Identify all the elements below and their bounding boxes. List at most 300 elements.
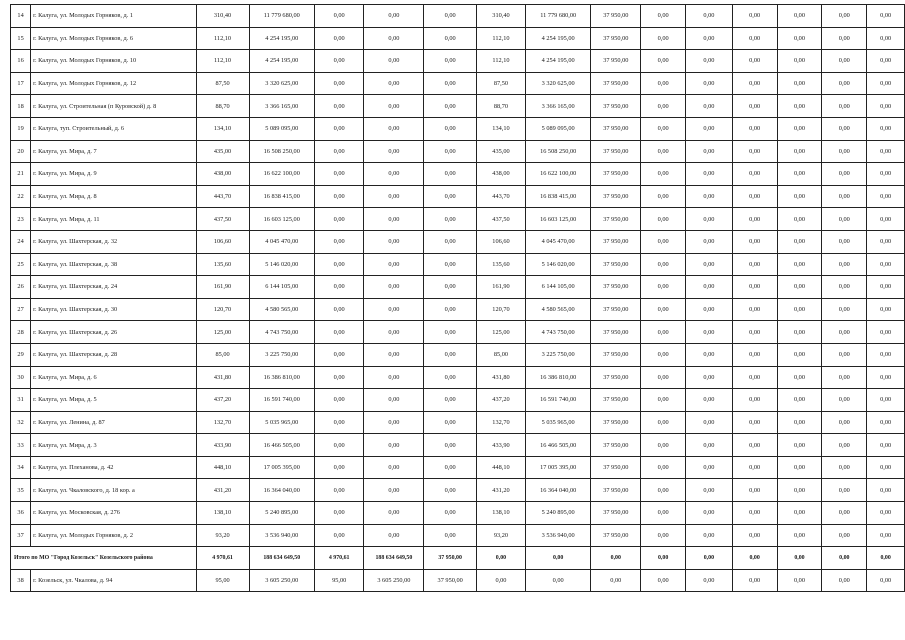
rate-cell: 37 950,00 [591, 163, 641, 186]
cost-cell: 6 144 105,00 [526, 276, 591, 299]
row-number-cell: 30 [11, 366, 31, 389]
area-cell: 433,90 [196, 434, 249, 457]
value-cell: 0,00 [822, 276, 867, 299]
table-row [11, 502, 905, 525]
value-cell: 95,00 [314, 569, 363, 592]
value-cell: 0,00 [867, 163, 905, 186]
address-cell: г. Калуга, ул. Московская, д. 276 [31, 502, 196, 525]
value-cell: 0,00 [641, 50, 686, 73]
table-row [11, 72, 905, 95]
value-cell: 0,00 [867, 117, 905, 140]
value-cell: 0,00 [732, 5, 777, 28]
value-cell: 0,00 [364, 185, 424, 208]
value-cell: 0,00 [424, 321, 477, 344]
value-cell: 0,00 [732, 456, 777, 479]
area-cell: 93,20 [196, 524, 249, 547]
value-cell: 0,00 [641, 502, 686, 525]
table-row [11, 298, 905, 321]
address-cell: г. Калуга, ул. Молодых Горняков, д. 10 [31, 50, 196, 73]
value-cell: 0,00 [424, 208, 477, 231]
table-row [11, 208, 905, 231]
value-cell: 0,00 [867, 185, 905, 208]
row-number-cell: 33 [11, 434, 31, 457]
value-cell: 0,00 [686, 50, 733, 73]
value-cell: 0,00 [364, 5, 424, 28]
value-cell: 0,00 [867, 50, 905, 73]
value-cell: 0,00 [314, 411, 363, 434]
value-cell: 0,00 [424, 95, 477, 118]
area-cell: 134,10 [196, 117, 249, 140]
table-row [11, 434, 905, 457]
total-value-cell: 0,00 [641, 547, 686, 570]
value-cell: 0,00 [314, 502, 363, 525]
address-cell: г. Калуга, ул. Мира, д. 5 [31, 389, 196, 412]
value-cell: 0,00 [686, 321, 733, 344]
cost-cell: 6 144 105,00 [249, 276, 314, 299]
value-cell: 0,00 [732, 230, 777, 253]
rate-cell: 37 950,00 [591, 479, 641, 502]
value-cell: 0,00 [822, 343, 867, 366]
total-label: Итого по МО "Город Козельск" Козельского района [11, 547, 197, 570]
value-cell: 0,00 [364, 321, 424, 344]
rate-cell: 37 950,00 [591, 208, 641, 231]
value-cell: 0,00 [424, 479, 477, 502]
value-cell: 0,00 [641, 276, 686, 299]
value-cell: 0,00 [364, 50, 424, 73]
value-cell: 0,00 [867, 434, 905, 457]
value-cell: 0,00 [777, 366, 822, 389]
table-row [11, 411, 905, 434]
value-cell: 0,00 [777, 27, 822, 50]
value-cell: 0,00 [822, 298, 867, 321]
area-cell: 437,50 [196, 208, 249, 231]
rate-cell: 37 950,00 [591, 27, 641, 50]
address-cell: г. Калуга, ул. Плеханова, д. 42 [31, 456, 196, 479]
address-cell: г. Калуга, ул. Шахтерская, д. 26 [31, 321, 196, 344]
table-row [11, 366, 905, 389]
value-cell: 0,00 [777, 208, 822, 231]
cost-cell: 3 225 750,00 [249, 343, 314, 366]
value-cell: 0,00 [867, 456, 905, 479]
value-cell: 0,00 [777, 389, 822, 412]
value-cell: 0,00 [424, 524, 477, 547]
value-cell: 0,00 [822, 5, 867, 28]
value-cell: 0,00 [777, 95, 822, 118]
value-cell: 0,00 [314, 50, 363, 73]
cost-cell: 16 603 125,00 [249, 208, 314, 231]
value-cell: 0,00 [822, 72, 867, 95]
row-number-cell: 32 [11, 411, 31, 434]
value-cell: 0,00 [777, 479, 822, 502]
area-cell: 87,50 [476, 72, 525, 95]
row-number-cell: 27 [11, 298, 31, 321]
cost-cell: 16 508 250,00 [249, 140, 314, 163]
value-cell: 0,00 [641, 140, 686, 163]
value-cell: 0,00 [822, 321, 867, 344]
cost-cell: 4 254 195,00 [526, 50, 591, 73]
value-cell: 0,00 [777, 140, 822, 163]
row-number-cell: 29 [11, 343, 31, 366]
table-row [11, 117, 905, 140]
value-cell: 0,00 [867, 321, 905, 344]
row-number-cell: 36 [11, 502, 31, 525]
cost-cell: 4 254 195,00 [526, 27, 591, 50]
cost-cell: 5 089 095,00 [249, 117, 314, 140]
value-cell: 0,00 [867, 140, 905, 163]
value-cell: 0,00 [822, 95, 867, 118]
value-cell: 0,00 [686, 479, 733, 502]
total-value-cell: 0,00 [777, 547, 822, 570]
value-cell: 0,00 [364, 366, 424, 389]
cost-cell: 16 591 740,00 [249, 389, 314, 412]
value-cell: 0,00 [867, 5, 905, 28]
row-number-cell: 18 [11, 95, 31, 118]
area-cell: 112,10 [476, 50, 525, 73]
value-cell: 0,00 [641, 524, 686, 547]
value-cell: 0,00 [822, 456, 867, 479]
address-cell: г. Калуга, ул. Мира, д. 11 [31, 208, 196, 231]
value-cell: 0,00 [641, 95, 686, 118]
value-cell: 0,00 [364, 208, 424, 231]
value-cell: 0,00 [686, 230, 733, 253]
value-cell: 0,00 [424, 140, 477, 163]
value-cell: 0,00 [822, 185, 867, 208]
value-cell: 0,00 [732, 411, 777, 434]
total-rate-cell: 37 950,00 [424, 547, 477, 570]
value-cell: 0,00 [777, 411, 822, 434]
address-cell: г. Калуга, ул. Молодых Горняков, д. 1 [31, 5, 196, 28]
area-cell: 135,60 [476, 253, 525, 276]
rate-cell: 37 950,00 [591, 276, 641, 299]
rate-cell: 37 950,00 [591, 50, 641, 73]
value-cell: 0,00 [424, 434, 477, 457]
cost-cell: 16 508 250,00 [526, 140, 591, 163]
cost-cell: 5 240 895,00 [526, 502, 591, 525]
cost-cell: 4 045 470,00 [249, 230, 314, 253]
area-cell: 443,70 [196, 185, 249, 208]
area-cell: 437,50 [476, 208, 525, 231]
row-number-cell: 20 [11, 140, 31, 163]
area-cell: 85,00 [196, 343, 249, 366]
table-row [11, 95, 905, 118]
address-cell: г. Козельск, ул. Чкалова, д. 94 [31, 569, 196, 592]
cost-cell: 16 622 100,00 [526, 163, 591, 186]
area-cell: 310,40 [196, 5, 249, 28]
cost-cell: 4 580 565,00 [249, 298, 314, 321]
area-cell: 431,80 [476, 366, 525, 389]
area-cell: 120,70 [476, 298, 525, 321]
rate-cell: 37 950,00 [591, 343, 641, 366]
cost-cell: 16 364 040,00 [249, 479, 314, 502]
value-cell: 0,00 [641, 185, 686, 208]
area-cell: 0,00 [476, 569, 525, 592]
cost-cell: 5 035 965,00 [249, 411, 314, 434]
table-row [11, 140, 905, 163]
cost-cell: 5 146 020,00 [526, 253, 591, 276]
value-cell: 0,00 [732, 524, 777, 547]
value-cell: 0,00 [867, 230, 905, 253]
value-cell: 0,00 [686, 5, 733, 28]
value-cell: 0,00 [732, 366, 777, 389]
table-row [11, 230, 905, 253]
area-cell: 120,70 [196, 298, 249, 321]
area-cell: 161,90 [196, 276, 249, 299]
address-cell: г. Калуга, ул. Мира, д. 8 [31, 185, 196, 208]
cost-cell: 3 320 625,00 [526, 72, 591, 95]
value-cell: 0,00 [686, 298, 733, 321]
value-cell: 0,00 [424, 230, 477, 253]
value-cell: 3 605 250,00 [364, 569, 424, 592]
value-cell: 0,00 [314, 185, 363, 208]
table-row [11, 163, 905, 186]
value-cell: 0,00 [424, 502, 477, 525]
cost-cell: 4 743 750,00 [526, 321, 591, 344]
value-cell: 0,00 [867, 524, 905, 547]
value-cell: 0,00 [732, 208, 777, 231]
value-cell: 0,00 [314, 389, 363, 412]
value-cell: 0,00 [732, 95, 777, 118]
value-cell: 0,00 [867, 298, 905, 321]
area-cell: 132,70 [196, 411, 249, 434]
total-value-cell: 0,00 [822, 547, 867, 570]
value-cell: 0,00 [686, 117, 733, 140]
value-cell: 0,00 [314, 298, 363, 321]
area-cell: 88,70 [476, 95, 525, 118]
value-cell: 0,00 [641, 411, 686, 434]
value-cell: 0,00 [822, 524, 867, 547]
value-cell: 0,00 [314, 434, 363, 457]
value-cell: 0,00 [777, 163, 822, 186]
value-cell: 0,00 [314, 276, 363, 299]
value-cell: 0,00 [314, 230, 363, 253]
table-row [11, 27, 905, 50]
area-cell: 433,90 [476, 434, 525, 457]
row-number-cell: 26 [11, 276, 31, 299]
total-value-cell: 0,00 [686, 547, 733, 570]
value-cell: 0,00 [314, 140, 363, 163]
value-cell: 0,00 [364, 434, 424, 457]
cost-cell: 11 779 680,00 [526, 5, 591, 28]
cost-cell: 3 536 940,00 [249, 524, 314, 547]
rate-cell: 37 950,00 [591, 298, 641, 321]
rate-cell: 37 950,00 [591, 72, 641, 95]
total-cost-cell: 188 634 649,50 [249, 547, 314, 570]
value-cell: 0,00 [686, 185, 733, 208]
value-cell: 0,00 [867, 276, 905, 299]
area-cell: 448,10 [196, 456, 249, 479]
area-cell: 448,10 [476, 456, 525, 479]
value-cell: 0,00 [641, 569, 686, 592]
value-cell: 0,00 [364, 117, 424, 140]
value-cell: 0,00 [641, 479, 686, 502]
area-cell: 438,00 [476, 163, 525, 186]
value-cell: 0,00 [364, 140, 424, 163]
rate-cell: 37 950,00 [591, 230, 641, 253]
row-number-cell: 34 [11, 456, 31, 479]
address-cell: г. Калуга, ул. Чкаловского, д. 18 кор. а [31, 479, 196, 502]
table-row [11, 276, 905, 299]
value-cell: 0,00 [686, 366, 733, 389]
value-cell: 0,00 [822, 366, 867, 389]
value-cell: 0,00 [822, 208, 867, 231]
area-cell: 437,20 [196, 389, 249, 412]
value-cell: 0,00 [867, 343, 905, 366]
total-area-cell: 4 970,61 [314, 547, 363, 570]
table-row [11, 50, 905, 73]
value-cell: 0,00 [867, 95, 905, 118]
table-row [11, 5, 905, 28]
address-cell: г. Калуга, ул. Мира, д. 6 [31, 366, 196, 389]
value-cell: 0,00 [641, 343, 686, 366]
area-cell: 135,60 [196, 253, 249, 276]
address-cell: г. Калуга, ул. Шахтерская, д. 38 [31, 253, 196, 276]
row-number-cell: 22 [11, 185, 31, 208]
row-number-cell: 35 [11, 479, 31, 502]
value-cell: 0,00 [732, 27, 777, 50]
total-value-cell: 0,00 [732, 547, 777, 570]
value-cell: 0,00 [424, 253, 477, 276]
area-cell: 85,00 [476, 343, 525, 366]
value-cell: 0,00 [777, 434, 822, 457]
value-cell: 0,00 [686, 389, 733, 412]
value-cell: 0,00 [314, 321, 363, 344]
address-cell: г. Калуга, ул. Шахтерская, д. 30 [31, 298, 196, 321]
value-cell: 0,00 [732, 276, 777, 299]
value-cell: 0,00 [641, 5, 686, 28]
address-cell: г. Калуга, туп. Строительный, д. 6 [31, 117, 196, 140]
value-cell: 0,00 [314, 343, 363, 366]
value-cell: 0,00 [424, 72, 477, 95]
value-cell: 0,00 [867, 72, 905, 95]
cost-cell: 16 622 100,00 [249, 163, 314, 186]
total-value-cell: 0,00 [591, 547, 641, 570]
value-cell: 0,00 [641, 253, 686, 276]
area-cell: 443,70 [476, 185, 525, 208]
value-cell: 0,00 [424, 117, 477, 140]
area-cell: 95,00 [196, 569, 249, 592]
value-cell: 0,00 [314, 208, 363, 231]
area-cell: 93,20 [476, 524, 525, 547]
cost-cell: 3 320 625,00 [249, 72, 314, 95]
value-cell: 0,00 [314, 163, 363, 186]
cost-cell: 4 045 470,00 [526, 230, 591, 253]
rate-cell: 37 950,00 [591, 366, 641, 389]
value-cell: 0,00 [732, 50, 777, 73]
rate-cell: 37 950,00 [591, 117, 641, 140]
value-cell: 0,00 [686, 208, 733, 231]
address-cell: г. Калуга, ул. Молодых Горняков, д. 12 [31, 72, 196, 95]
value-cell: 0,00 [777, 502, 822, 525]
value-cell: 0,00 [686, 276, 733, 299]
area-cell: 88,70 [196, 95, 249, 118]
value-cell: 0,00 [641, 72, 686, 95]
total-area-cell: 4 970,61 [196, 547, 249, 570]
rate-cell: 37 950,00 [591, 140, 641, 163]
value-cell: 0,00 [777, 230, 822, 253]
rate-cell: 37 950,00 [591, 502, 641, 525]
cost-cell: 16 838 415,00 [526, 185, 591, 208]
row-number-cell: 31 [11, 389, 31, 412]
value-cell: 0,00 [424, 411, 477, 434]
cost-cell: 16 466 505,00 [526, 434, 591, 457]
value-cell: 0,00 [732, 389, 777, 412]
area-cell: 112,10 [196, 50, 249, 73]
value-cell: 0,00 [732, 185, 777, 208]
value-cell: 0,00 [686, 411, 733, 434]
row-number-cell: 16 [11, 50, 31, 73]
value-cell: 0,00 [686, 343, 733, 366]
rate-cell: 37 950,00 [591, 185, 641, 208]
value-cell: 0,00 [424, 366, 477, 389]
row-number-cell: 37 [11, 524, 31, 547]
value-cell: 0,00 [364, 95, 424, 118]
rate-cell: 0,00 [591, 569, 641, 592]
table-row [11, 321, 905, 344]
value-cell: 0,00 [424, 343, 477, 366]
value-cell: 0,00 [732, 569, 777, 592]
value-cell: 0,00 [732, 343, 777, 366]
address-cell: г. Калуга, ул. Молодых Горняков, д. 2 [31, 524, 196, 547]
report-table [10, 4, 905, 592]
value-cell: 0,00 [777, 50, 822, 73]
row-number-cell: 23 [11, 208, 31, 231]
value-cell: 0,00 [732, 321, 777, 344]
cost-cell: 17 005 395,00 [249, 456, 314, 479]
value-cell: 0,00 [314, 524, 363, 547]
value-cell: 0,00 [867, 502, 905, 525]
area-cell: 431,20 [196, 479, 249, 502]
row-number-cell: 28 [11, 321, 31, 344]
value-cell: 0,00 [314, 117, 363, 140]
value-cell: 0,00 [777, 298, 822, 321]
value-cell: 0,00 [424, 163, 477, 186]
value-cell: 0,00 [424, 5, 477, 28]
area-cell: 112,10 [196, 27, 249, 50]
cost-cell: 3 536 940,00 [526, 524, 591, 547]
cost-cell: 3 225 750,00 [526, 343, 591, 366]
value-cell: 0,00 [641, 321, 686, 344]
table-row [11, 343, 905, 366]
value-cell: 0,00 [641, 163, 686, 186]
value-cell: 0,00 [641, 208, 686, 231]
address-cell: г. Калуга, ул. Ленина, д. 87 [31, 411, 196, 434]
cost-cell: 5 035 965,00 [526, 411, 591, 434]
value-cell: 0,00 [822, 163, 867, 186]
rate-cell: 37 950,00 [591, 321, 641, 344]
value-cell: 0,00 [777, 321, 822, 344]
value-cell: 0,00 [686, 569, 733, 592]
value-cell: 0,00 [314, 5, 363, 28]
value-cell: 0,00 [777, 117, 822, 140]
value-cell: 0,00 [777, 185, 822, 208]
row-number-cell: 24 [11, 230, 31, 253]
value-cell: 0,00 [314, 253, 363, 276]
value-cell: 0,00 [686, 502, 733, 525]
value-cell: 0,00 [424, 50, 477, 73]
cost-cell: 16 603 125,00 [526, 208, 591, 231]
rate-cell: 37 950,00 [591, 5, 641, 28]
area-cell: 106,60 [476, 230, 525, 253]
value-cell: 0,00 [314, 27, 363, 50]
address-cell: г. Калуга, ул. Мира, д. 9 [31, 163, 196, 186]
value-cell: 0,00 [867, 366, 905, 389]
value-cell: 0,00 [686, 524, 733, 547]
value-cell: 0,00 [364, 524, 424, 547]
rate-cell: 37 950,00 [591, 524, 641, 547]
value-cell: 0,00 [364, 230, 424, 253]
row-number-cell: 21 [11, 163, 31, 186]
cost-cell: 3 605 250,00 [249, 569, 314, 592]
